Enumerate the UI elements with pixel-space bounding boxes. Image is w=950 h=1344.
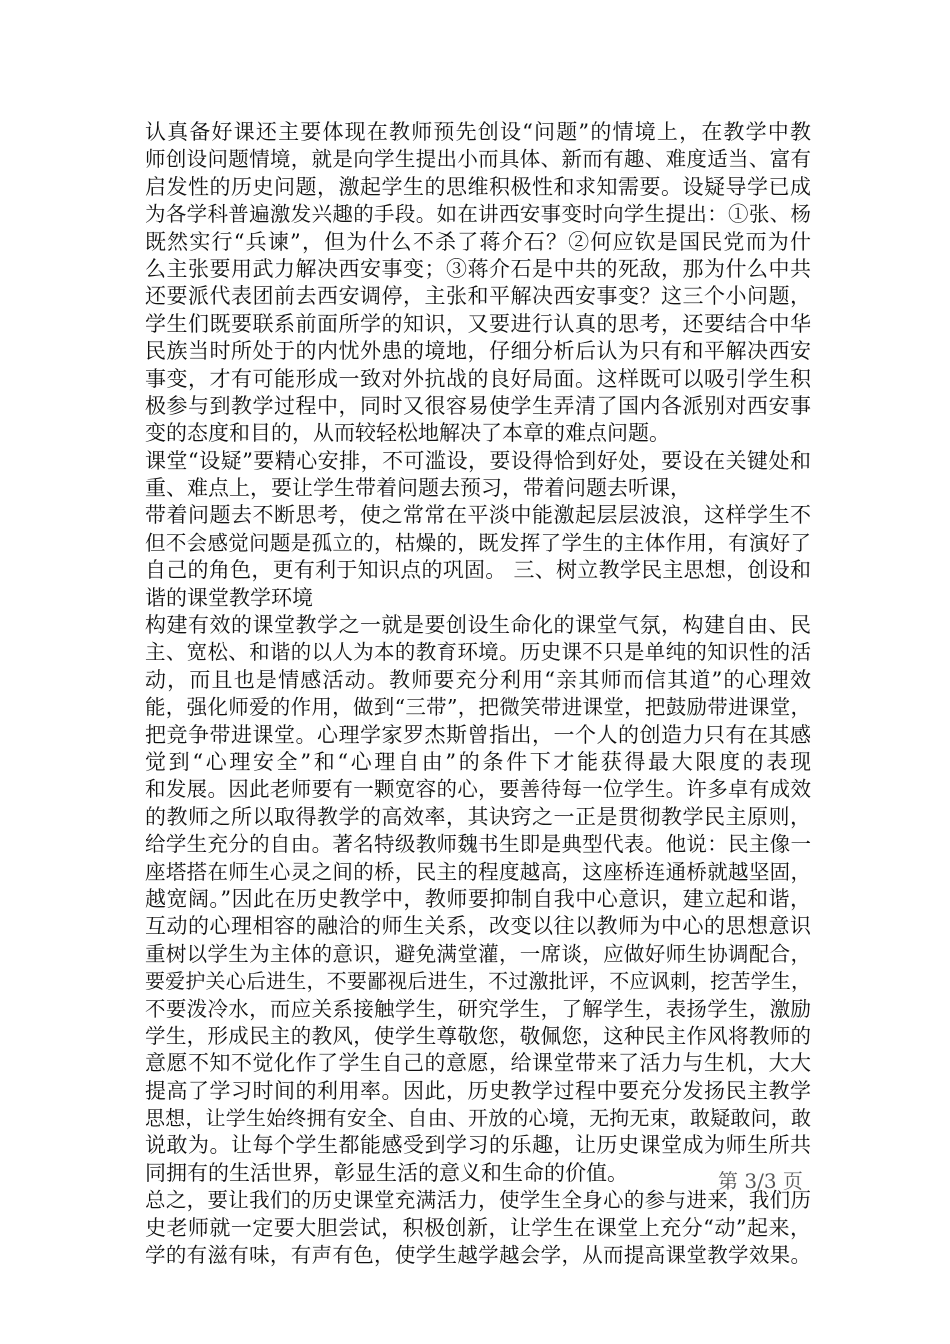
text-line: 把竞争带进课堂。心理学家罗杰斯曾指出，一个人的创造力只有在其感 <box>145 722 811 747</box>
text-line: 课堂“设疑”要精心安排，不可滥设，要设得恰到好处，要设在关键处和 <box>145 448 811 473</box>
text-line: 主、宽松、和谐的以人为本的教育环境。历史课不只是单纯的知识性的活 <box>145 640 811 665</box>
text-line: 史老师就一定要大胆尝试，积极创新，让学生在课堂上充分“动”起来， <box>145 1215 811 1240</box>
text-line: 提高了学习时间的利用率。因此，历史教学过程中要充分发扬民主教学 <box>145 1078 811 1103</box>
text-line: 启发性的历史问题，激起学生的思维积极性和求知需要。设疑导学已成 <box>145 174 811 199</box>
text-line: 互动的心理相容的融洽的师生关系，改变以往以教师为中心的思想意识 <box>145 914 811 939</box>
text-line: 动，而且也是情感活动。教师要充分利用“亲其师而信其道”的心理效 <box>145 667 811 692</box>
text-line: 么主张要用武力解决西安事变；③蒋介石是中共的死敌，那为什么中共 <box>145 256 811 281</box>
document-body <box>145 119 811 1269</box>
text-line: 认真备好课还主要体现在教师预先创设“问题”的情境上，在教学中教 <box>145 120 811 144</box>
text-line: 重、难点上，要让学生带着问题去预习，带着问题去听课， <box>145 476 691 501</box>
text-line: 但不会感觉问题是孤立的，枯燥的，既发挥了学生的主体作用，有演好了 <box>145 530 811 555</box>
text-line: 意愿不知不觉化作了学生自己的意愿，给课堂带来了活力与生机，大大 <box>145 1051 811 1076</box>
text-line: 座塔搭在师生心灵之间的桥，民主的程度越高，这座桥连通桥就越坚固， <box>145 859 811 884</box>
text-line: 学生，形成民主的教风，使学生尊敬您，敬佩您，这种民主作风将教师的 <box>145 1023 811 1048</box>
text-line: 还要派代表团前去西安调停，主张和平解决西安事变？这三个小问题， <box>145 284 811 309</box>
text-line: 民族当时所处于的内忧外患的境地，仔细分析后认为只有和平解决西安 <box>145 339 811 364</box>
text-line: 给学生充分的自由。著名特级教师魏书生即是典型代表。他说：民主像一 <box>145 832 811 857</box>
text-line: 既然实行“兵谏”，但为什么不杀了蒋介石？②何应钦是国民党而为什 <box>145 229 811 254</box>
text-line: 的教师之所以取得教学的高效率，其诀窍之一正是贯彻教学民主原则， <box>145 804 811 829</box>
text-line: 学的有滋有味，有声有色，使学生越学越会学，从而提高课堂教学效果。 <box>145 1243 811 1268</box>
text-line: 自己的角色，更有利于知识点的巩固。 三、树立教学民主思想，创设和 <box>145 558 811 583</box>
text-line: 极参与到教学过程中，同时又很容易使学生弄清了国内各派别对西安事 <box>145 393 811 418</box>
text-line: 师创设问题情境，就是向学生提出小而具体、新而有趣、难度适当、富有 <box>145 147 811 172</box>
text-line: 变的态度和目的，从而较轻松地解决了本章的难点问题。 <box>145 421 670 446</box>
text-line: 学生们既要联系前面所学的知识，又要进行认真的思考，还要结合中华 <box>145 311 811 336</box>
text-line: 为各学科普遍激发兴趣的手段。如在讲西安事变时向学生提出：①张、杨 <box>145 202 811 227</box>
text-line: 能，强化师爱的作用，做到“三带”，把微笑带进课堂，把鼓励带进课堂， <box>145 695 811 720</box>
text-line: 说敢为。让每个学生都能感受到学习的乐趣，让历史课堂成为师生所共 <box>145 1133 811 1158</box>
text-line: 重树以学生为主体的意识，避免满堂灌，一席谈，应做好师生协调配合， <box>145 941 811 966</box>
text-line: 觉到“心理安全”和“心理自由”的条件下才能获得最大限度的表现 <box>145 749 811 774</box>
text-line: 谐的课堂教学环境 <box>145 585 313 610</box>
text-line: 思想，让学生始终拥有安全、自由、开放的心境，无拘无束，敢疑敢问，敢 <box>145 1106 811 1131</box>
text-line: 要爱护关心后进生，不要鄙视后进生，不过激批评，不应讽刺，挖苦学生， <box>145 969 811 994</box>
text-line: 不要泼冷水，而应关系接触学生，研究学生，了解学生，表扬学生，激励 <box>145 996 811 1021</box>
text-line: 和发展。因此老师要有一颗宽容的心，要善待每一位学生。许多卓有成效 <box>145 777 811 802</box>
text-line: 事变，才有可能形成一致对外抗战的良好局面。这样既可以吸引学生积 <box>145 366 811 391</box>
text-line: 构建有效的课堂教学之一就是要创设生命化的课堂气氛，构建自由、民 <box>145 613 811 638</box>
text-line: 带着问题去不断思考，使之常常在平淡中能激起层层波浪，这样学生不 <box>145 503 811 528</box>
page-number: 第 3/3 页 <box>718 1169 803 1193</box>
text-line: 总之，要让我们的历史课堂充满活力，使学生全身心的参与进来，我们历 <box>145 1188 811 1213</box>
text-line: 越宽阔。”因此在历史教学中，教师要抑制自我中心意识，建立起和谐， <box>145 886 811 911</box>
text-line: 同拥有的生活世界，彰显生活的意义和生命的价值。 <box>145 1160 628 1185</box>
